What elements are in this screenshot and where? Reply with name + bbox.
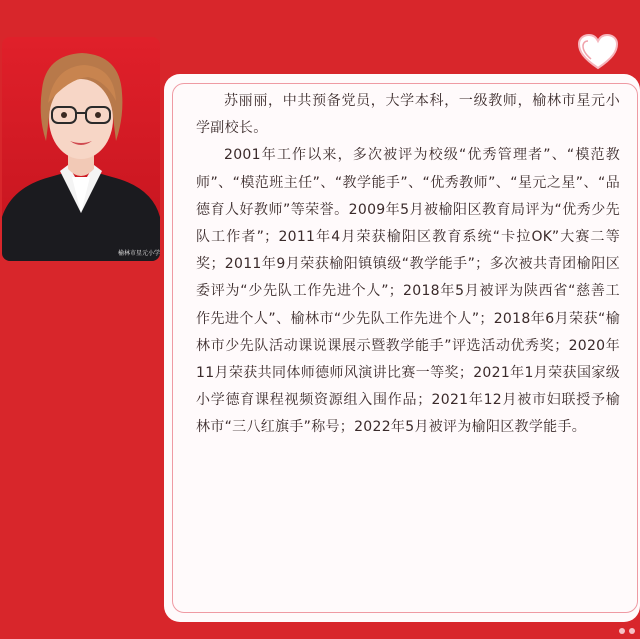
decorative-dots — [600, 615, 640, 635]
heart-icon — [577, 33, 619, 71]
bio-paragraph-honors: 2001年工作以来，多次被评为校级“优秀管理者”、“模范教师”、“模范班主任”、“教学能手”、“优秀教师”、“星元之星”、“品德育人好教师”等荣誉。2009年5月被榆阳区教育局评为“优秀少先队工作者”；2011年4月荣获榆阳区教育系统“卡拉OK”大赛二等奖；2011年9月荣获榆阳镇镇级“教学能手”；多次被共青团榆阳区委评为“少先队工作先进个人”；2018年5月被评为陕西省“慈善工作先进个人”、榆林市“少先队工作先进个人”；2018年6月荣获“榆林市少先队活动课说课展示暨教学能手”评选活动优秀奖；2020年11月荣获共同体师德师风演讲比赛一等奖；2021年1月荣获国家级小学德育课程视频资源组入围作品；2021年12月被市妇联授予榆林市“三八红旗手”称号；2022年5月被评为榆阳区教学能手。 — [196, 147, 620, 436]
biography-text — [196, 88, 620, 442]
bio-paragraph-intro: 苏丽丽，中共预备党员，大学本科，一级教师，榆林市星元小学副校长。 — [196, 93, 620, 137]
photo-watermark: 榆林市星元小学 — [118, 250, 161, 257]
portrait-photo — [2, 37, 160, 261]
